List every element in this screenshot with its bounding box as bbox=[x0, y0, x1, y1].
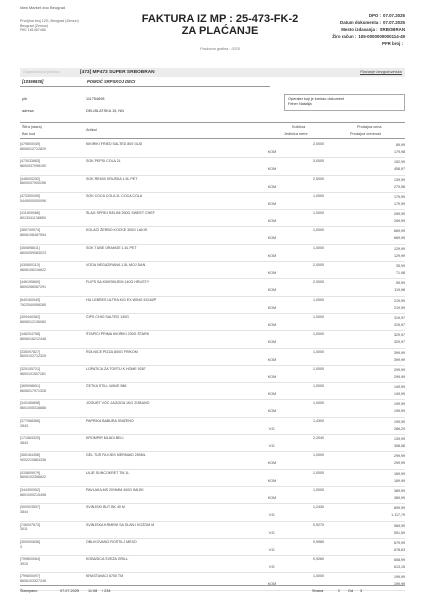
item-name: ULJE SUNCOKRET TM 1L bbox=[86, 470, 130, 475]
item-price: 319,97 bbox=[394, 315, 405, 320]
table-row bbox=[20, 435, 405, 452]
item-unit: KOM bbox=[267, 357, 277, 362]
item-price: 179,99 bbox=[394, 194, 405, 199]
item-name: ČIPS CHIO SALTED 130G bbox=[86, 314, 129, 319]
item-code bbox=[20, 367, 80, 377]
item-name: LOPATICA ZA TORTU K HOME 9287 bbox=[86, 366, 146, 371]
mesto-value: SRBOBRAN bbox=[379, 27, 405, 33]
item-code bbox=[20, 505, 80, 515]
item-name: ČETKA STILL WAVE 986 bbox=[86, 384, 127, 389]
item-old-code: [640160549] bbox=[20, 297, 40, 302]
item-barcode: 3910 bbox=[20, 561, 28, 566]
table-row bbox=[20, 487, 405, 504]
item-code bbox=[20, 574, 80, 584]
item-quantity: 1,0000 bbox=[313, 574, 324, 579]
item-old-code: [799800097] bbox=[20, 574, 40, 579]
title-line-2: ZA PLAĆANJE bbox=[181, 25, 259, 38]
table-row bbox=[20, 297, 405, 314]
item-barcode: 7622540958285 bbox=[20, 302, 46, 307]
item-barcode: 8600101507281 bbox=[20, 371, 46, 376]
table-header bbox=[20, 122, 405, 139]
item-unit: KOM bbox=[267, 409, 277, 414]
item-price: 139,99 bbox=[394, 177, 405, 182]
item-quantity: 1,0000 bbox=[313, 193, 324, 198]
item-old-code: [430800110] bbox=[20, 263, 40, 268]
item-barcode: 8606102356622 bbox=[20, 475, 46, 480]
item-unit: KG bbox=[269, 547, 275, 552]
item-old-code: [344390052] bbox=[20, 487, 40, 492]
table-row bbox=[20, 418, 405, 435]
item-old-code: [365184456] bbox=[20, 453, 40, 458]
dpo-value: 07.07.2025 bbox=[383, 13, 405, 18]
item-name: KIKIRIKI FRIED SALTED 800 GUD bbox=[86, 142, 143, 146]
page-footer bbox=[20, 585, 405, 593]
item-barcode: 8600037000256 bbox=[20, 181, 46, 186]
item-barcode: 8606108487594 bbox=[20, 233, 46, 238]
item-total: 613,15 bbox=[394, 565, 405, 570]
item-quantity: 1,0000 bbox=[313, 211, 324, 216]
item-old-code: [746097673] bbox=[20, 522, 40, 527]
item-name: SVINJSKI BUT BK 40 M bbox=[86, 505, 125, 510]
item-barcode: 3844 bbox=[20, 510, 28, 515]
table-row bbox=[20, 349, 405, 366]
item-old-code: [325105721] bbox=[20, 366, 40, 371]
item-name: KOBASICA SVEŽA GRILL bbox=[86, 557, 129, 562]
item-code bbox=[20, 142, 80, 152]
item-price: 89,99 bbox=[396, 143, 405, 147]
fiscal-year: Poslovna godina : 2025 bbox=[200, 47, 240, 51]
item-price: 679,99 bbox=[394, 540, 405, 545]
item-total: 149,99 bbox=[394, 392, 405, 397]
pib-value: 111754698 bbox=[86, 97, 105, 101]
item-code bbox=[20, 401, 80, 411]
item-total: 279,98 bbox=[394, 184, 405, 189]
item-quantity: 1,4300 bbox=[313, 418, 324, 423]
item-price: 329,97 bbox=[394, 333, 405, 338]
table-row bbox=[20, 141, 405, 158]
item-quantity: 1,0000 bbox=[313, 314, 324, 319]
item-price: 199,99 bbox=[394, 419, 405, 424]
item-name: FLIPS SA KIKIRIKIJEM 140G HRUSTY bbox=[86, 280, 150, 285]
item-old-code: [343185898] bbox=[20, 401, 40, 406]
item-unit: KOM bbox=[267, 219, 277, 224]
page-total: 3 bbox=[360, 589, 363, 593]
item-code bbox=[20, 194, 80, 204]
store-name: [473] MP473 SUPER SRBOBRAN bbox=[80, 69, 155, 75]
item-unit: KG bbox=[269, 444, 275, 449]
item-code bbox=[20, 488, 80, 498]
item-unit: KOM bbox=[267, 495, 277, 500]
item-total: 319,97 bbox=[394, 322, 405, 327]
item-name: OBLIKOVANO ROŠTILJ MESO bbox=[86, 539, 137, 544]
datum-value: 07.07.2025 bbox=[383, 20, 405, 26]
item-old-code: [448000252] bbox=[20, 176, 40, 181]
item-unit: KOM bbox=[267, 288, 277, 293]
table-row bbox=[20, 504, 405, 521]
table-row bbox=[20, 522, 405, 539]
item-old-code: [415809979] bbox=[20, 470, 40, 475]
item-old-code: [446204758] bbox=[20, 332, 40, 337]
table-row bbox=[20, 556, 405, 573]
item-code bbox=[20, 523, 80, 533]
item-unit: KG bbox=[269, 426, 275, 431]
col-kolicina: Količina bbox=[292, 125, 306, 129]
col-sifra: Šifra (stara) bbox=[22, 125, 42, 129]
supplier-divider bbox=[20, 86, 270, 87]
document-title bbox=[110, 13, 330, 37]
item-quantity: 1,0000 bbox=[313, 401, 324, 406]
item-quantity: 1,0000 bbox=[313, 366, 324, 371]
col-bar-kod: Bar kod bbox=[22, 132, 36, 136]
ziro-label: Žiro račun : bbox=[332, 34, 357, 40]
table-row bbox=[20, 383, 405, 400]
printed-date: 07.07.2025 bbox=[60, 589, 80, 593]
sender-line: Beograd (Zemun) bbox=[20, 23, 49, 28]
item-code bbox=[20, 384, 80, 394]
item-total: 299,99 bbox=[394, 374, 405, 379]
table-row bbox=[20, 193, 405, 210]
table-row bbox=[20, 176, 405, 193]
table-row bbox=[20, 452, 405, 469]
item-code bbox=[20, 471, 80, 481]
item-old-code: [411809088] bbox=[20, 211, 40, 216]
item-total: 458,97 bbox=[394, 167, 405, 172]
item-old-code: [369098651] bbox=[20, 384, 40, 389]
item-total: 299,99 bbox=[394, 461, 405, 466]
item-quantity: 2,0000 bbox=[313, 263, 324, 268]
col-prodajna-vrednost: Prodajna vrednost bbox=[350, 132, 381, 136]
item-unit: KOM bbox=[267, 271, 277, 276]
item-total: 71,98 bbox=[396, 271, 405, 276]
sender-address bbox=[20, 19, 90, 33]
item-unit: KOM bbox=[267, 478, 277, 483]
address-value: DELIBLATSKA 15, NN bbox=[86, 109, 124, 113]
item-barcode: 8606012136082 bbox=[20, 319, 46, 324]
item-quantity: 0,9980 bbox=[313, 539, 324, 544]
item-code bbox=[20, 263, 80, 273]
item-total: 389,99 bbox=[394, 495, 405, 500]
item-quantity: 1,0000 bbox=[313, 228, 324, 233]
item-name: JOGURT VOĆ JAGODA 1KG ZOBANO bbox=[86, 401, 150, 406]
item-name: HU LEBRES ULTRA KIG EX WING 5X160P bbox=[86, 297, 157, 302]
item-name: ŠLAG SPREJ BELINI 250G SWEET CHEF bbox=[86, 211, 155, 216]
item-unit: KOM bbox=[267, 253, 277, 258]
item-code bbox=[20, 332, 80, 342]
datum-row bbox=[300, 20, 405, 25]
item-old-code: [335097627] bbox=[20, 349, 40, 354]
item-total: 199,99 bbox=[394, 582, 405, 587]
item-old-code: [450898611] bbox=[20, 245, 40, 250]
item-quantity: 2,0000 bbox=[313, 176, 324, 181]
item-unit: KOM bbox=[267, 582, 277, 587]
item-price: 389,99 bbox=[394, 488, 405, 493]
item-code bbox=[20, 177, 80, 187]
item-barcode: 8606016212448 bbox=[20, 337, 46, 342]
item-price: 59,99 bbox=[396, 281, 405, 286]
item-name: GEL TUŠ FA KIDS MERMAID 250ML bbox=[86, 453, 146, 458]
item-total: 551,59 bbox=[394, 530, 405, 535]
item-total: 308,58 bbox=[394, 444, 405, 449]
operator-label: Operater koji je kreirao dokument bbox=[288, 97, 345, 101]
supplier-name: POMOĆ SRPSKOJ DECI bbox=[87, 79, 136, 84]
item-quantity: 2,0000 bbox=[313, 142, 324, 146]
address-label: adresa bbox=[22, 109, 34, 113]
col-prodajna-cena: Prodajna cena bbox=[357, 125, 382, 129]
item-price: 219,99 bbox=[394, 298, 405, 303]
item-barcode: 3011 bbox=[20, 527, 28, 532]
table-row bbox=[20, 331, 405, 348]
sender-line: PIB: 181457466 bbox=[20, 28, 46, 33]
item-old-code: [473300059] bbox=[20, 193, 40, 198]
item-quantity: 3,0000 bbox=[313, 159, 324, 164]
item-old-code: [171583325] bbox=[20, 436, 40, 441]
item-total: 119,98 bbox=[394, 288, 405, 293]
item-old-code: [473033683] bbox=[20, 159, 40, 164]
item-name: SOK PEPSI COLA 2L bbox=[86, 159, 121, 164]
item-price: 399,99 bbox=[394, 350, 405, 355]
item-barcode: 8600102712325 bbox=[20, 354, 46, 359]
item-total: 399,99 bbox=[394, 357, 405, 362]
supplier-id: [10369835] bbox=[22, 79, 44, 84]
item-name: ROLNICE PIZZA 800G FRIKOM bbox=[86, 349, 138, 354]
item-total: 1.117,79 bbox=[391, 513, 405, 518]
item-name: KRASTAVACI 6700 TM bbox=[86, 574, 124, 579]
item-quantity: 1,0000 bbox=[313, 453, 324, 458]
item-barcode: 8600037998190 bbox=[20, 164, 46, 169]
item-unit: KOM bbox=[267, 167, 277, 172]
table-row bbox=[20, 470, 405, 487]
item-price: 299,99 bbox=[394, 454, 405, 459]
table-row bbox=[20, 314, 405, 331]
item-code bbox=[20, 280, 80, 290]
ziro-row bbox=[300, 34, 405, 39]
item-quantity: 1,2430 bbox=[313, 505, 324, 510]
page-label: Strana bbox=[312, 589, 324, 593]
item-code bbox=[20, 315, 80, 325]
item-total: 179,99 bbox=[394, 201, 405, 206]
item-old-code: [300003597] bbox=[20, 505, 40, 510]
item-quantity: 1,0000 bbox=[313, 245, 324, 250]
item-unit: KOM bbox=[267, 184, 277, 189]
item-name: SVINJSKA KRMENI SA SLAN.I KOŽOM M bbox=[86, 522, 155, 527]
item-name: SOK TUBE ORANGE 1.5L PET bbox=[86, 245, 137, 250]
item-unit: KG bbox=[269, 565, 275, 570]
sender-line: Prvoljina broj 12G, Beograd (Zemun) bbox=[20, 19, 79, 23]
item-unit: KG bbox=[269, 530, 275, 535]
item-price: 139,99 bbox=[394, 437, 405, 442]
item-old-code: [360749974] bbox=[20, 228, 40, 233]
item-code bbox=[20, 557, 80, 567]
item-quantity: 0,9260 bbox=[313, 557, 324, 562]
item-old-code: [446195660] bbox=[20, 280, 40, 285]
pib-label: pib bbox=[22, 97, 28, 101]
item-quantity: 1,0000 bbox=[313, 384, 324, 389]
item-unit: KOM bbox=[267, 392, 277, 397]
table-row bbox=[20, 210, 405, 227]
item-barcode: 8606017971328 bbox=[20, 389, 46, 393]
printed-time: 11:08 bbox=[88, 589, 98, 593]
item-code bbox=[20, 246, 80, 256]
item-quantity: 2,0000 bbox=[313, 280, 324, 285]
item-total: 678,63 bbox=[394, 547, 405, 552]
address-row bbox=[20, 109, 270, 113]
mesto-row bbox=[300, 27, 405, 32]
dpo-row bbox=[300, 13, 405, 18]
org-unit-band bbox=[20, 68, 405, 77]
item-quantity: 1,0000 bbox=[313, 297, 324, 302]
item-quantity: 1,0000 bbox=[313, 349, 324, 354]
item-quantity: 2,2040 bbox=[313, 436, 324, 441]
item-barcode: 8600059083023 bbox=[20, 250, 46, 255]
item-unit: KOM bbox=[267, 201, 277, 206]
item-total: 669,99 bbox=[394, 236, 405, 241]
item-old-code: [479800049] bbox=[20, 142, 40, 146]
item-total: 199,99 bbox=[394, 409, 405, 414]
table-row bbox=[20, 262, 405, 279]
item-price: 899,99 bbox=[394, 506, 405, 511]
item-price: 149,99 bbox=[394, 385, 405, 390]
item-price: 199,99 bbox=[394, 402, 405, 407]
item-price: 269,99 bbox=[394, 212, 405, 217]
table-row bbox=[20, 158, 405, 175]
item-name: KROMPIR MLADI BELI bbox=[86, 436, 124, 441]
table-row bbox=[20, 400, 405, 417]
ziro-value: 105-0000000000114-49 bbox=[358, 34, 405, 40]
item-code bbox=[20, 436, 80, 446]
table-row bbox=[20, 366, 405, 383]
item-code bbox=[20, 211, 80, 221]
item-name: SOK REMIX KRUŠKA 1.5L PET bbox=[86, 176, 138, 181]
item-code bbox=[20, 298, 80, 308]
payment-type: Plaćanje bezgotovinsko bbox=[359, 69, 402, 75]
table-row bbox=[20, 539, 405, 556]
item-name: KOLAČI ŽERBO KOCKE 300G LAKIS bbox=[86, 228, 148, 233]
item-barcode: 2843 bbox=[20, 423, 28, 428]
item-old-code: [799800064] bbox=[20, 557, 40, 562]
item-total: 169,99 bbox=[394, 478, 405, 483]
printed-user: / 234 bbox=[102, 589, 111, 593]
items-table bbox=[20, 141, 405, 591]
table-row bbox=[20, 227, 405, 244]
item-price: 569,99 bbox=[394, 523, 405, 528]
item-code bbox=[20, 419, 80, 429]
item-price: 199,99 bbox=[394, 575, 405, 580]
item-total: 329,97 bbox=[394, 340, 405, 345]
item-barcode: 3843 bbox=[20, 440, 28, 445]
item-code bbox=[20, 453, 80, 463]
table-row bbox=[20, 245, 405, 262]
item-barcode: 8601000215498 bbox=[20, 492, 46, 497]
printed-label: Štampano bbox=[20, 589, 38, 593]
item-price: 169,99 bbox=[394, 471, 405, 476]
pib-row bbox=[20, 97, 270, 101]
item-name: SOK COCA COLA 2L COCA COLA bbox=[86, 193, 143, 198]
item-price: 35,99 bbox=[396, 264, 405, 269]
item-barcode: 3 bbox=[20, 544, 22, 549]
item-unit: KG bbox=[269, 513, 275, 518]
item-old-code: [300000836] bbox=[20, 539, 40, 544]
item-unit: KOM bbox=[267, 461, 277, 466]
page-number: 2 bbox=[338, 589, 341, 593]
item-barcode: 8606103327246 bbox=[20, 579, 46, 584]
item-total: 219,99 bbox=[394, 305, 405, 310]
item-total: 129,99 bbox=[394, 253, 405, 258]
item-old-code: [409440382] bbox=[20, 314, 40, 319]
item-barcode: 8013341138859 bbox=[20, 216, 46, 221]
operator-box bbox=[284, 94, 405, 111]
item-code bbox=[20, 159, 80, 169]
item-quantity: 1,0000 bbox=[313, 487, 324, 492]
item-quantity: 1,0000 bbox=[313, 470, 324, 475]
col-jedinica: Jedinica mere bbox=[284, 132, 308, 136]
item-name: PAVLAKA MS 20%MM 400G IMLEK bbox=[86, 487, 144, 492]
pfr-label: PFR broj : bbox=[382, 41, 403, 47]
item-price: 152,99 bbox=[394, 160, 405, 165]
item-barcode: 8600266087291 bbox=[20, 285, 46, 290]
document-meta bbox=[300, 13, 405, 48]
item-unit: KOM bbox=[267, 322, 277, 327]
item-total: 269,99 bbox=[394, 219, 405, 224]
item-name: VODA NEGAZIRANA 1.5L MOJ DAN bbox=[86, 263, 146, 268]
item-barcode: 8606012712829 bbox=[20, 146, 46, 151]
item-unit: KOM bbox=[267, 374, 277, 379]
item-price: 299,99 bbox=[394, 367, 405, 372]
item-name: PAPRIKA BABURA SNIŽENO bbox=[86, 418, 134, 423]
item-barcode: 9002210863336 bbox=[20, 458, 46, 463]
page-of-label: Od bbox=[348, 589, 354, 593]
item-barcode: 5449000000096 bbox=[20, 198, 46, 203]
pfr-row bbox=[300, 41, 405, 46]
org-unit-label: Organizaciona jedinica bbox=[23, 70, 60, 75]
item-total: 286,29 bbox=[394, 426, 405, 431]
item-old-code: [377068366] bbox=[20, 418, 40, 423]
item-price: 669,99 bbox=[394, 229, 405, 234]
item-quantity: 1,0000 bbox=[313, 332, 324, 337]
company-name: Idea Market doo Beograd bbox=[20, 5, 66, 10]
item-barcode: 8606106216622 bbox=[20, 267, 46, 272]
item-code bbox=[20, 350, 80, 360]
item-code bbox=[20, 540, 80, 550]
item-quantity: 0,9270 bbox=[313, 522, 324, 527]
title-line-1: FAKTURA IZ MP : 25-473-FK-2 bbox=[141, 13, 299, 25]
table-row bbox=[20, 279, 405, 296]
item-barcode: 8601005318888 bbox=[20, 406, 46, 411]
col-artikal: Artikal bbox=[86, 128, 97, 132]
item-unit: KOM bbox=[267, 340, 277, 345]
item-unit: KOM bbox=[267, 236, 277, 241]
mesto-label: Mesto izdavanja : bbox=[341, 27, 378, 33]
item-unit: KOM bbox=[267, 150, 277, 154]
item-name: ŠTAPIĆI PRIMA KIKIRIKI 230G ŠTARK bbox=[86, 332, 150, 337]
dpo-label: DPO : bbox=[368, 13, 382, 18]
item-price: 129,99 bbox=[394, 246, 405, 251]
item-total: 179,98 bbox=[394, 150, 405, 154]
item-code bbox=[20, 228, 80, 238]
item-unit: KOM bbox=[267, 305, 277, 310]
item-price: 658,99 bbox=[394, 558, 405, 563]
operator-name: Feher Natalija bbox=[288, 102, 312, 107]
datum-label: Datum dokumenta : bbox=[340, 20, 382, 26]
